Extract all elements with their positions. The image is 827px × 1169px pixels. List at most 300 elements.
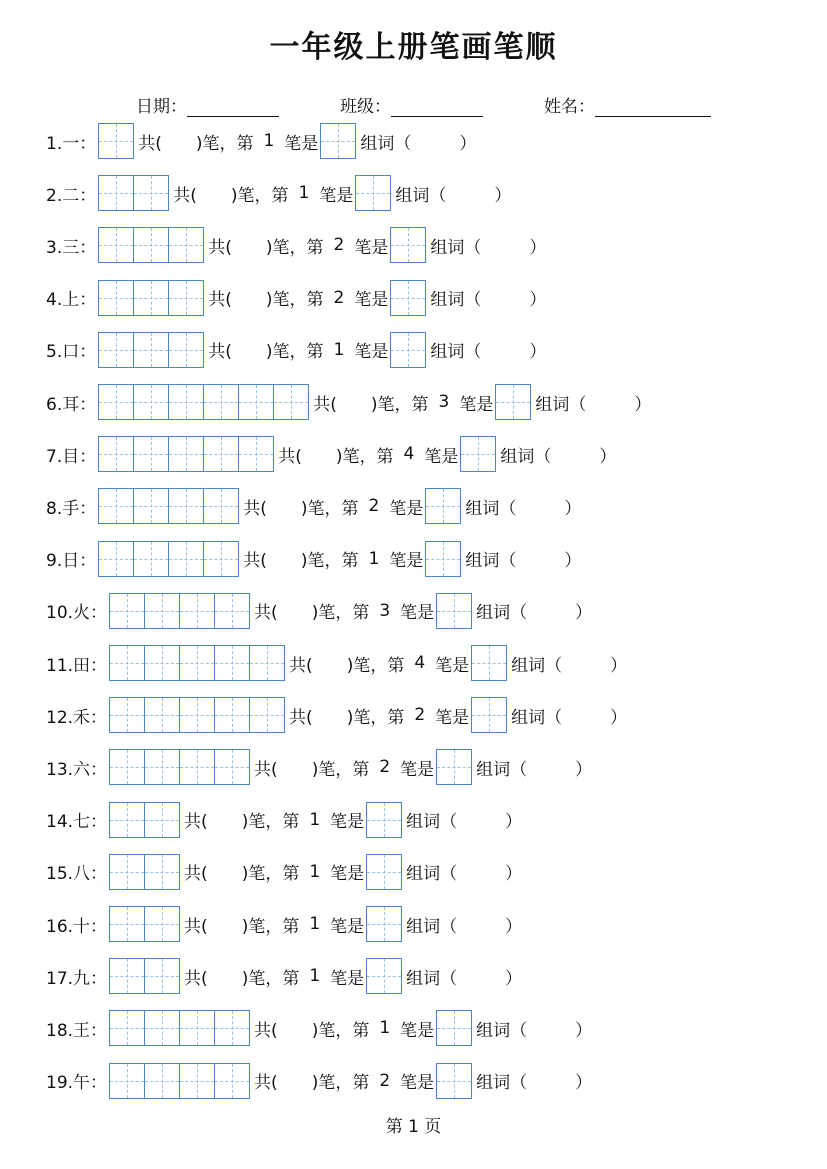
nth-stroke-label: )笔，第: [346, 707, 405, 728]
nth-stroke-label: )笔，第: [311, 759, 370, 780]
row-number: 10.: [46, 603, 74, 624]
stroke-is-label: 笔是: [284, 133, 319, 154]
stroke-answer-box[interactable]: [495, 384, 531, 420]
stroke-answer-box[interactable]: [390, 280, 426, 316]
nth-stroke-number: 2: [379, 1070, 391, 1091]
writing-box[interactable]: [98, 384, 134, 420]
word-label: 组词（: [406, 812, 458, 833]
target-character: 七: [73, 812, 91, 833]
page-number: 第 1 页: [385, 1117, 442, 1137]
colon: ：: [79, 185, 97, 206]
nth-stroke-label: )笔，第: [370, 394, 429, 415]
writing-box[interactable]: [144, 593, 180, 629]
nth-stroke-label: )笔，第: [265, 342, 324, 363]
nth-stroke-label: )笔，第: [265, 237, 324, 258]
writing-box[interactable]: [133, 436, 169, 472]
total-strokes-label: 共(: [243, 551, 267, 572]
stroke-answer-box[interactable]: [366, 906, 402, 942]
writing-box[interactable]: [179, 1063, 215, 1099]
stroke-order-grid: [98, 280, 204, 316]
row-number-char: [46, 651, 107, 676]
word-label: 组词（: [511, 655, 563, 676]
stroke-answer-box[interactable]: [471, 697, 507, 733]
name-blank[interactable]: [595, 98, 711, 117]
exercise-row: [46, 331, 546, 369]
colon: ：: [79, 237, 97, 258]
nth-stroke-label: )笔，第: [311, 1020, 370, 1041]
target-character: 八: [73, 864, 91, 885]
word-close: ）: [564, 498, 582, 519]
writing-box[interactable]: [109, 854, 145, 890]
writing-box[interactable]: [144, 802, 180, 838]
writing-box[interactable]: [203, 488, 239, 524]
row-number: 11.: [46, 655, 74, 676]
writing-box[interactable]: [109, 593, 145, 629]
writing-box[interactable]: [109, 1010, 145, 1046]
target-character: 九: [73, 968, 91, 989]
stroke-answer-box[interactable]: [436, 1063, 472, 1099]
word-close: ）: [575, 759, 593, 780]
nth-stroke-number: 2: [414, 705, 426, 726]
row-number-char: [46, 390, 96, 415]
stroke-answer-box[interactable]: [471, 645, 507, 681]
writing-box[interactable]: [168, 280, 204, 316]
exercise-row: [46, 801, 522, 839]
colon: ：: [90, 1073, 108, 1094]
word-close: ）: [575, 1020, 593, 1041]
nth-stroke-number: 1: [298, 183, 310, 204]
word-label: 组词（: [406, 968, 458, 989]
target-character: 一: [62, 133, 80, 154]
colon: ：: [79, 133, 97, 154]
nth-stroke-label: )笔，第: [241, 864, 300, 885]
exercise-row: [46, 174, 511, 212]
stroke-answer-box[interactable]: [366, 958, 402, 994]
word-close: ）: [494, 185, 512, 206]
writing-box[interactable]: [273, 384, 309, 420]
row-number-char: [46, 546, 96, 571]
stroke-answer-box[interactable]: [436, 1010, 472, 1046]
row-number: 7.: [46, 446, 63, 467]
writing-box[interactable]: [98, 541, 134, 577]
writing-box[interactable]: [238, 436, 274, 472]
exercise-row: [46, 226, 546, 264]
total-strokes-label: 共(: [254, 603, 278, 624]
writing-box[interactable]: [109, 802, 145, 838]
word-label: 组词（: [430, 342, 482, 363]
writing-box[interactable]: [214, 593, 250, 629]
writing-box[interactable]: [168, 384, 204, 420]
writing-box[interactable]: [133, 332, 169, 368]
word-label: 组词（: [476, 759, 528, 780]
row-number: 17.: [46, 968, 74, 989]
writing-box[interactable]: [179, 697, 215, 733]
nth-stroke-number: 2: [379, 757, 391, 778]
stroke-is-label: 笔是: [400, 759, 435, 780]
stroke-is-label: 笔是: [330, 864, 365, 885]
nth-stroke-label: )笔，第: [241, 812, 300, 833]
stroke-answer-box[interactable]: [436, 593, 472, 629]
writing-box[interactable]: [214, 749, 250, 785]
row-number: 2.: [46, 185, 63, 206]
row-number-char: [46, 755, 107, 780]
writing-box[interactable]: [133, 227, 169, 263]
word-close: ）: [610, 655, 628, 676]
nth-stroke-number: 1: [263, 131, 275, 151]
stroke-order-grid: [109, 749, 250, 785]
writing-box[interactable]: [144, 697, 180, 733]
writing-box[interactable]: [109, 749, 145, 785]
stroke-order-grid: [98, 123, 134, 159]
writing-box[interactable]: [203, 384, 239, 420]
word-label: 组词（: [360, 133, 412, 154]
row-number-char: [46, 598, 107, 623]
exercise-row: [46, 905, 522, 943]
colon: ：: [90, 916, 108, 937]
stroke-order-grid: [109, 802, 180, 838]
nth-stroke-number: 2: [368, 496, 380, 517]
total-strokes-label: 共(: [278, 446, 302, 467]
writing-box[interactable]: [98, 123, 134, 159]
writing-box[interactable]: [98, 436, 134, 472]
word-close: ）: [459, 133, 477, 154]
colon: ：: [79, 394, 97, 415]
row-number-char: [46, 494, 96, 519]
date-label: 日期：: [136, 97, 187, 117]
colon: ：: [90, 864, 108, 885]
stroke-order-grid: [98, 227, 204, 263]
exercise-row: [46, 279, 546, 317]
writing-box[interactable]: [168, 436, 204, 472]
writing-box[interactable]: [98, 175, 134, 211]
target-character: 十: [73, 916, 91, 937]
row-number-char: [46, 1016, 107, 1041]
row-number: 13.: [46, 759, 74, 780]
nth-stroke-label: )笔，第: [195, 133, 254, 154]
writing-box[interactable]: [214, 645, 250, 681]
row-number-char: [46, 912, 107, 937]
exercise-row: [46, 957, 522, 995]
colon: ：: [90, 759, 108, 780]
stroke-order-grid: [109, 958, 180, 994]
exercise-row: [46, 435, 616, 473]
writing-box[interactable]: [214, 697, 250, 733]
stroke-answer-box[interactable]: [425, 488, 461, 524]
total-strokes-label: 共(: [289, 655, 313, 676]
stroke-is-label: 笔是: [400, 603, 435, 624]
writing-box[interactable]: [179, 1010, 215, 1046]
row-number: 3.: [46, 237, 63, 258]
colon: ：: [79, 290, 97, 311]
writing-box[interactable]: [98, 280, 134, 316]
stroke-answer-box[interactable]: [390, 227, 426, 263]
row-number-char: [46, 442, 96, 467]
class-blank[interactable]: [391, 98, 483, 117]
word-close: ）: [599, 446, 617, 467]
writing-box[interactable]: [98, 227, 134, 263]
writing-box[interactable]: [168, 332, 204, 368]
target-character: 手: [62, 498, 80, 519]
exercise-row: [46, 1009, 592, 1047]
row-number: 16.: [46, 916, 74, 937]
total-strokes-label: 共(: [254, 759, 278, 780]
row-number-char: [46, 337, 96, 362]
row-number: 18.: [46, 1020, 74, 1041]
row-number: 19.: [46, 1073, 74, 1094]
total-strokes-label: 共(: [184, 864, 208, 885]
stroke-answer-box[interactable]: [320, 123, 356, 159]
writing-box[interactable]: [179, 593, 215, 629]
nth-stroke-label: )笔，第: [300, 551, 359, 572]
row-number-char: [46, 964, 107, 989]
row-number-char: [46, 285, 96, 310]
total-strokes-label: 共(: [173, 185, 197, 206]
nth-stroke-label: )笔，第: [300, 498, 359, 519]
word-label: 组词（: [430, 237, 482, 258]
stroke-answer-box[interactable]: [390, 332, 426, 368]
word-close: ）: [575, 1073, 593, 1094]
writing-box[interactable]: [249, 645, 285, 681]
total-strokes-label: 共(: [208, 342, 232, 363]
writing-box[interactable]: [98, 332, 134, 368]
name-field[interactable]: [544, 92, 711, 117]
word-close: ）: [505, 968, 523, 989]
stroke-order-grid: [109, 854, 180, 890]
word-label: 组词（: [465, 498, 517, 519]
stroke-is-label: 笔是: [424, 446, 459, 467]
colon: ：: [79, 446, 97, 467]
colon: ：: [90, 655, 108, 676]
exercise-row: [46, 383, 651, 421]
writing-box[interactable]: [144, 854, 180, 890]
stroke-order-grid: [109, 593, 250, 629]
total-strokes-label: 共(: [184, 812, 208, 833]
stroke-is-label: 笔是: [400, 1073, 435, 1094]
writing-box[interactable]: [144, 906, 180, 942]
writing-box[interactable]: [238, 384, 274, 420]
stroke-order-grid: [98, 436, 274, 472]
stroke-answer-box[interactable]: [366, 802, 402, 838]
writing-box[interactable]: [168, 488, 204, 524]
nth-stroke-label: )笔，第: [230, 185, 289, 206]
target-character: 口: [62, 342, 80, 363]
target-character: 二: [62, 185, 80, 206]
exercise-row: [46, 1062, 592, 1100]
row-number: 9.: [46, 551, 63, 572]
nth-stroke-number: 2: [333, 287, 345, 308]
word-label: 组词（: [511, 707, 563, 728]
nth-stroke-label: )笔，第: [311, 603, 370, 624]
writing-box[interactable]: [214, 1063, 250, 1099]
word-close: ）: [529, 290, 547, 311]
writing-box[interactable]: [109, 1063, 145, 1099]
nth-stroke-number: 1: [368, 548, 380, 569]
writing-box[interactable]: [168, 227, 204, 263]
nth-stroke-number: 1: [309, 809, 321, 830]
nth-stroke-label: )笔，第: [311, 1073, 370, 1094]
stroke-answer-box[interactable]: [355, 175, 391, 211]
stroke-is-label: 笔是: [354, 342, 389, 363]
writing-box[interactable]: [133, 541, 169, 577]
writing-box[interactable]: [109, 697, 145, 733]
nth-stroke-label: )笔，第: [335, 446, 394, 467]
writing-box[interactable]: [98, 488, 134, 524]
stroke-is-label: 笔是: [330, 968, 365, 989]
word-label: 组词（: [465, 551, 517, 572]
word-close: ）: [505, 864, 523, 885]
stroke-order-grid: [109, 906, 180, 942]
nth-stroke-number: 2: [333, 235, 345, 256]
writing-box[interactable]: [168, 541, 204, 577]
nth-stroke-number: 1: [309, 861, 321, 882]
row-number-char: [46, 233, 96, 258]
writing-box[interactable]: [144, 645, 180, 681]
writing-box[interactable]: [133, 175, 169, 211]
word-label: 组词（: [406, 864, 458, 885]
exercise-row: [46, 748, 592, 786]
row-number-char: [46, 859, 107, 884]
row-number: 6.: [46, 394, 63, 415]
colon: ：: [79, 342, 97, 363]
stroke-order-grid: [98, 488, 239, 524]
stroke-answer-box[interactable]: [425, 541, 461, 577]
word-close: ）: [505, 812, 523, 833]
stroke-is-label: 笔是: [354, 290, 389, 311]
word-close: ）: [634, 394, 652, 415]
total-strokes-label: 共(: [208, 237, 232, 258]
nth-stroke-number: 1: [379, 1018, 391, 1039]
stroke-answer-box[interactable]: [436, 749, 472, 785]
stroke-order-grid: [98, 384, 309, 420]
total-strokes-label: 共(: [254, 1020, 278, 1041]
target-character: 六: [73, 759, 91, 780]
writing-box[interactable]: [144, 749, 180, 785]
date-field[interactable]: [136, 92, 279, 117]
nth-stroke-label: )笔，第: [241, 968, 300, 989]
writing-box[interactable]: [144, 958, 180, 994]
word-label: 组词（: [476, 603, 528, 624]
stroke-is-label: 笔是: [400, 1020, 435, 1041]
stroke-order-grid: [98, 175, 169, 211]
target-character: 禾: [73, 707, 91, 728]
row-number-char: [46, 1068, 107, 1093]
colon: ：: [90, 1020, 108, 1041]
target-character: 日: [62, 551, 80, 572]
writing-box[interactable]: [179, 645, 215, 681]
stroke-order-grid: [98, 541, 239, 577]
page-title: 一年级上册笔画笔顺: [269, 30, 558, 65]
exercise-row: [46, 592, 592, 630]
exercise-row: [46, 122, 476, 160]
exercise-row: [46, 644, 627, 682]
writing-box[interactable]: [179, 749, 215, 785]
row-number: 4.: [46, 290, 63, 311]
stroke-is-label: 笔是: [435, 655, 470, 676]
stroke-answer-box[interactable]: [366, 854, 402, 890]
row-number-char: [46, 703, 107, 728]
total-strokes-label: 共(: [243, 498, 267, 519]
writing-box[interactable]: [133, 384, 169, 420]
stroke-is-label: 笔是: [389, 498, 424, 519]
word-close: ）: [529, 237, 547, 258]
name-label: 姓名：: [544, 97, 595, 117]
total-strokes-label: 共(: [138, 133, 162, 154]
stroke-order-grid: [109, 1010, 250, 1046]
target-character: 火: [73, 603, 91, 624]
writing-box[interactable]: [109, 645, 145, 681]
exercise-row: [46, 853, 522, 891]
writing-box[interactable]: [214, 1010, 250, 1046]
word-label: 组词（: [406, 916, 458, 937]
writing-box[interactable]: [109, 958, 145, 994]
stroke-order-grid: [109, 1063, 250, 1099]
row-number: 8.: [46, 498, 63, 519]
row-number-char: [46, 807, 107, 832]
exercise-row: [46, 696, 627, 734]
nth-stroke-number: 1: [309, 914, 321, 934]
total-strokes-label: 共(: [289, 707, 313, 728]
stroke-order-grid: [109, 697, 285, 733]
class-field[interactable]: [340, 92, 483, 117]
writing-box[interactable]: [144, 1063, 180, 1099]
writing-box[interactable]: [109, 906, 145, 942]
word-label: 组词（: [395, 185, 447, 206]
target-character: 王: [73, 1020, 91, 1041]
stroke-answer-box[interactable]: [460, 436, 496, 472]
stroke-is-label: 笔是: [330, 812, 365, 833]
total-strokes-label: 共(: [313, 394, 337, 415]
writing-box[interactable]: [203, 541, 239, 577]
word-label: 组词（: [476, 1020, 528, 1041]
row-number: 12.: [46, 707, 74, 728]
writing-box[interactable]: [203, 436, 239, 472]
writing-box[interactable]: [249, 697, 285, 733]
colon: ：: [90, 603, 108, 624]
total-strokes-label: 共(: [184, 916, 208, 937]
target-character: 田: [73, 655, 91, 676]
stroke-order-grid: [109, 645, 285, 681]
info-line: [0, 92, 827, 118]
word-close: ）: [529, 342, 547, 363]
word-label: 组词（: [430, 290, 482, 311]
nth-stroke-label: )笔，第: [346, 655, 405, 676]
date-blank[interactable]: [187, 98, 279, 117]
colon: ：: [90, 812, 108, 833]
nth-stroke-label: )笔，第: [241, 916, 300, 937]
writing-box[interactable]: [133, 488, 169, 524]
exercise-row: [46, 540, 581, 578]
writing-box[interactable]: [144, 1010, 180, 1046]
nth-stroke-number: 4: [403, 444, 415, 465]
nth-stroke-number: 3: [379, 600, 391, 621]
colon: ：: [79, 498, 97, 519]
class-label: 班级：: [340, 97, 391, 117]
word-label: 组词（: [476, 1073, 528, 1094]
writing-box[interactable]: [133, 280, 169, 316]
word-close: ）: [575, 603, 593, 624]
stroke-is-label: 笔是: [389, 551, 424, 572]
stroke-is-label: 笔是: [330, 916, 365, 937]
word-close: ）: [564, 551, 582, 572]
nth-stroke-label: )笔，第: [265, 290, 324, 311]
total-strokes-label: 共(: [208, 290, 232, 311]
stroke-is-label: 笔是: [459, 394, 494, 415]
colon: ：: [79, 551, 97, 572]
target-character: 三: [62, 237, 80, 258]
row-number-char: [46, 181, 96, 206]
row-number: 15.: [46, 864, 74, 885]
word-label: 组词（: [535, 394, 587, 415]
